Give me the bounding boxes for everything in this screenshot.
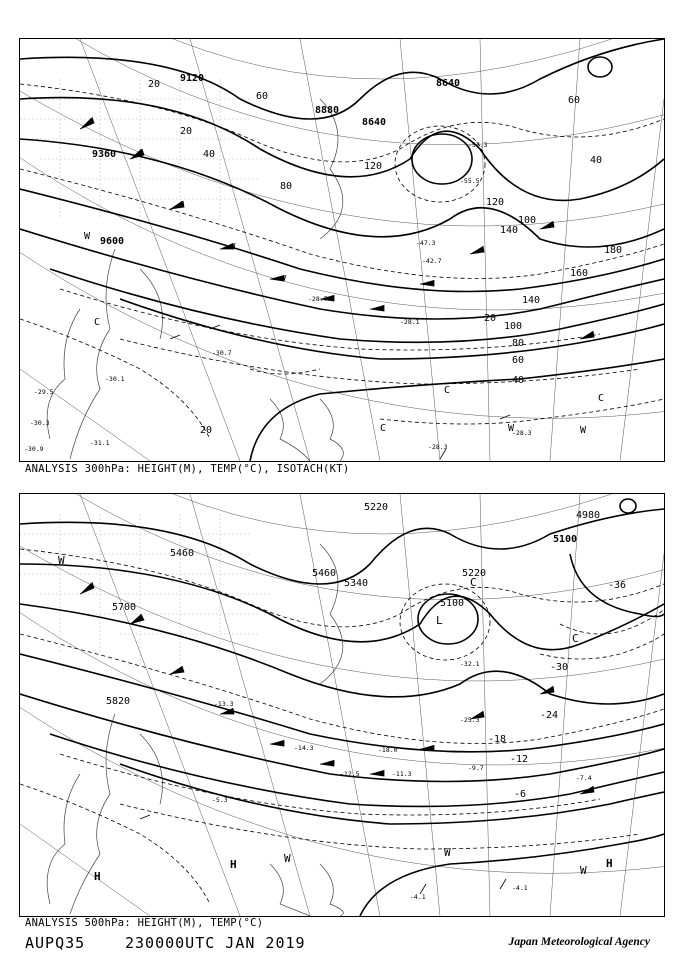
height-label: 5100 [440,598,465,609]
temp-label: -30.1 [105,375,125,383]
temp-label: -29.5 [34,388,54,396]
height-label: 5220 [364,502,389,513]
chart-id: AUPQ35 [25,934,86,952]
isotach-label: 40 [590,155,603,166]
temp-label: -28.3 [428,443,448,451]
map-500hpa-canvas [20,494,664,916]
isotach-label: 60 [256,91,269,102]
isotherm-label: -6 [514,789,527,800]
cold-marker: C [444,385,451,396]
map-300hpa-canvas [20,39,664,461]
high-marker: H [94,870,101,883]
height-label: 5100 [553,534,578,545]
cold-marker: C [572,632,579,645]
chart-footer [25,934,650,954]
height-label: 5460 [312,568,337,579]
temp-label: -57.3 [468,141,488,149]
temp-label: -7.4 [576,774,592,782]
terrain-grid [20,79,270,229]
height-label: 4980 [576,510,601,521]
temp-label: -9.7 [468,764,484,772]
height-label: 9120 [180,73,205,84]
isotach-label: 20 [484,313,497,324]
warm-marker: W [580,425,587,436]
temp-label: -4.1 [410,893,426,901]
isotach-label: 40 [203,149,216,160]
temp-label: -30.3 [30,419,50,427]
valid-time: 230000UTC JAN 2019 [125,934,306,952]
temp-label: -25.3 [460,716,480,724]
height-label: 8880 [315,105,340,116]
isotach-label: 20 [200,425,213,436]
warm-marker: W [284,852,291,865]
height-label: 5700 [112,602,137,613]
temp-label: -14.3 [294,744,314,752]
temp-label: -32.1 [460,660,480,668]
height-label: 5220 [462,568,487,579]
isotherm-label: -36 [608,580,627,591]
temp-label: -28.1 [400,318,420,326]
height-label: 8640 [436,78,461,89]
isotherm-label: -24 [540,710,559,721]
temp-label: -4.1 [512,884,528,892]
isotherm-label: -18 [488,734,507,745]
isotherm-label: -12 [510,754,529,765]
isotach-label: 40 [512,375,525,386]
height-labels [106,502,600,707]
isotach-label: 140 [500,225,519,236]
markers [58,554,613,883]
isotach-label: 120 [486,197,505,208]
height-label: 8640 [362,117,387,128]
height-label: 5820 [106,696,131,707]
warm-marker: W [444,846,451,859]
high-marker: H [606,857,613,870]
isotach-label: 60 [512,355,525,366]
height-label: 5460 [170,548,195,559]
warm-marker: W [58,554,65,567]
warm-marker: W [580,864,587,877]
temp-label: -28.7 [308,295,328,303]
isotach-label: 60 [568,95,581,106]
isotach-label: 80 [512,338,525,349]
cold-marker: C [598,393,605,404]
isotach-label: 100 [518,215,537,226]
markers [84,231,604,436]
height-label: 9600 [100,236,125,247]
temp-label: -12.5 [340,770,360,778]
cold-marker: C [380,423,387,434]
temp-label: -42.7 [422,257,442,265]
isotach-label: 100 [504,321,523,332]
terrain-grid [20,514,270,664]
isotach-label: 20 [180,126,193,137]
temp-label: -47.3 [416,239,436,247]
temp-label: -30.9 [24,445,44,453]
wind-barbs [80,117,594,459]
isotach-label: 140 [522,295,541,306]
caption-500hpa: ANALYSIS 500hPa: HEIGHT(M), TEMP(°C) [25,917,264,929]
isotherm-label: -30 [550,662,569,673]
temp-label: -31.1 [90,439,110,447]
height-label: 5340 [344,578,369,589]
map-500hpa [19,493,665,917]
cold-marker: C [94,317,101,328]
isotherm-labels [488,580,626,800]
isotach-label: 120 [364,161,383,172]
temp-label: -5.3 [212,796,228,804]
map-300hpa [19,38,665,462]
temp-label: -55.5 [460,177,480,185]
warm-marker: W [84,231,91,242]
wind-barbs [80,582,594,894]
temp-label: -11.3 [392,770,412,778]
agency-name: Japan Meteorological Agency [508,936,650,948]
isotach-label: 80 [280,181,293,192]
cold-marker: C [470,576,477,589]
warm-marker: W [508,423,515,434]
temp-label: -28.3 [512,429,532,437]
height-label: 9360 [92,149,117,160]
high-marker: H [230,858,237,871]
temp-label: -30.7 [212,349,232,357]
caption-300hpa: ANALYSIS 300hPa: HEIGHT(M), TEMP(°C), ISOTACH(KT) [25,463,350,475]
isotach-label: 160 [570,268,589,279]
isotach-label: 180 [604,245,623,256]
temp-label: -18.0 [378,746,398,754]
temp-label: -13.3 [214,700,234,708]
height-contours [20,499,664,916]
isotach-label: 20 [148,79,161,90]
height-labels [92,73,460,247]
low-marker: L [436,614,443,627]
